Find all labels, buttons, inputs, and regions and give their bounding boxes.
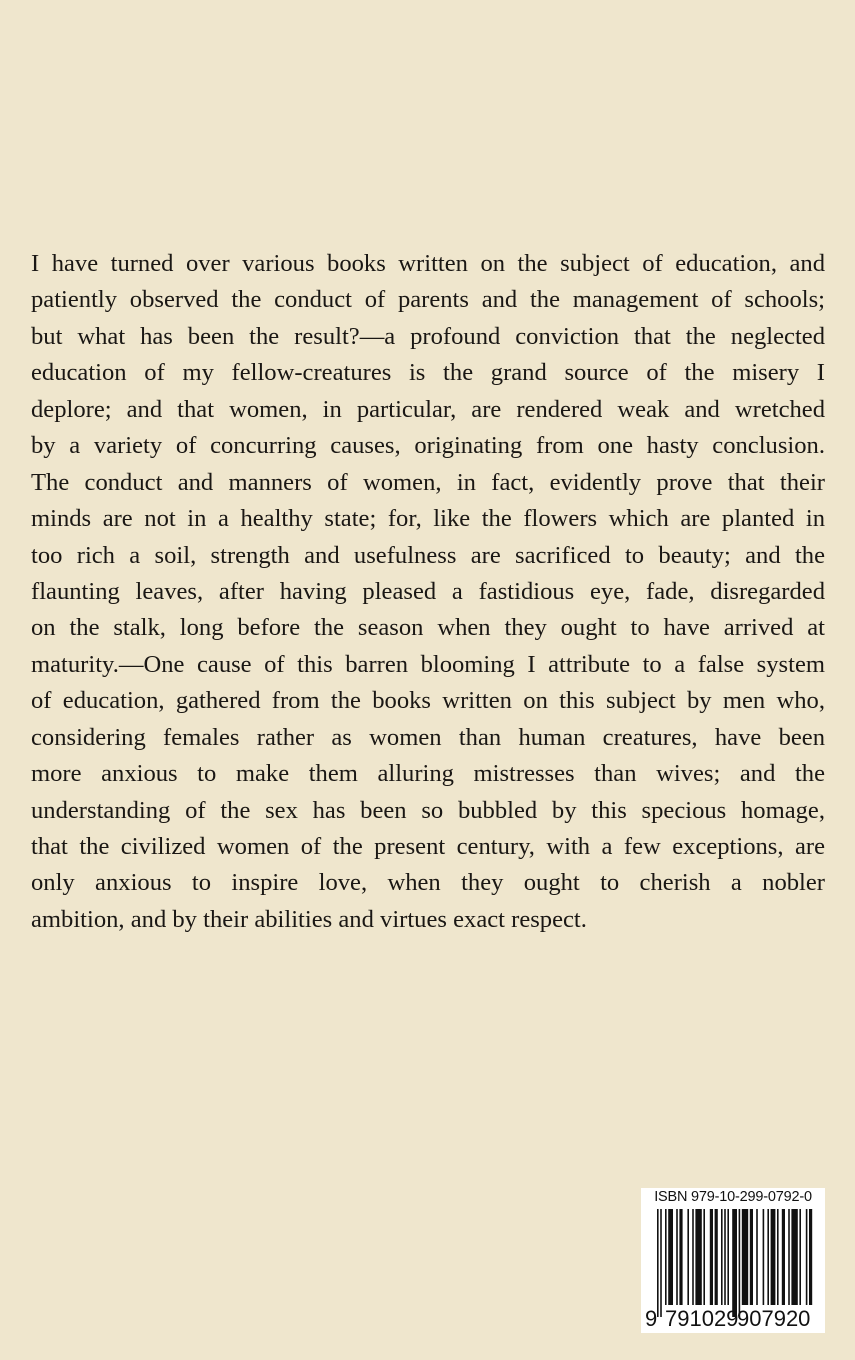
barcode-bar	[710, 1209, 713, 1305]
blurb-line: more anxious to make them alluring mistresses than wives; and the	[31, 760, 825, 788]
isbn-barcode	[641, 1188, 825, 1333]
barcode-bar	[660, 1209, 662, 1317]
barcode-digit-group-1: 791029	[665, 1306, 739, 1331]
blurb-line: that the civilized women of the present century, with a few exceptions, are	[31, 833, 825, 860]
blurb-line: understanding of the sex has been so bubbled by this specious homage,	[31, 796, 825, 824]
blurb-line: too rich a soil, strength and usefulness are sacrificed to beauty; and the	[31, 541, 825, 569]
barcode-bar	[721, 1209, 723, 1305]
barcode-bar	[715, 1209, 718, 1305]
back-cover-blurb	[31, 246, 825, 938]
barcode-bar	[724, 1209, 726, 1305]
barcode-bar	[763, 1209, 765, 1305]
barcode-bar	[687, 1209, 689, 1305]
blurb-line: but what has been the result?—a profound conviction that the neglected	[31, 322, 825, 350]
barcode-bar	[756, 1209, 758, 1305]
barcode-bar	[791, 1209, 797, 1305]
blurb-line: by a variety of concurring causes, originating from one hasty conclusion.	[31, 432, 825, 460]
barcode-bar	[732, 1209, 737, 1317]
blurb-line: on the stalk, long before the season when they ought to have arrived at	[31, 614, 825, 642]
barcode-bar	[692, 1209, 694, 1305]
barcode-bar	[703, 1209, 705, 1305]
blurb-line: The conduct and manners of women, in fact, evidently prove that their	[31, 468, 825, 496]
barcode-bar	[799, 1209, 801, 1305]
barcode-bar	[676, 1209, 678, 1305]
barcode-bar	[782, 1209, 785, 1305]
blurb-line: I have turned over various books written on the subject of education, and	[31, 250, 825, 277]
blurb-line: minds are not in a healthy state; for, like the flowers which are planted in	[31, 505, 825, 533]
barcode-bar	[767, 1209, 769, 1305]
barcode-bar	[750, 1209, 753, 1305]
barcode-bar	[788, 1209, 790, 1305]
barcode-bar	[679, 1209, 682, 1305]
blurb-line: ambition, and by their abilities and virtues exact respect.	[31, 905, 587, 933]
barcode-bar	[809, 1209, 812, 1305]
barcode-bar	[739, 1209, 741, 1317]
barcode-bar	[665, 1209, 667, 1305]
barcode-digit-group-2: 907920	[737, 1306, 811, 1331]
barcode-bar	[668, 1209, 673, 1305]
blurb-line: considering females rather as women than human creatures, have been	[31, 723, 825, 751]
barcode-bar	[771, 1209, 776, 1305]
blurb-line: patiently observed the conduct of parents and the management of schools;	[31, 286, 825, 314]
barcode-bar	[727, 1209, 729, 1305]
barcode-bar	[742, 1209, 748, 1305]
barcode-bar	[657, 1209, 659, 1317]
isbn-label: ISBN 979-10-299-0792-0	[654, 1189, 812, 1205]
blurb-line: maturity.—One cause of this barren blooming I attribute to a false system	[31, 650, 825, 678]
barcode-bar	[806, 1209, 808, 1305]
barcode-bar	[777, 1209, 779, 1305]
barcode-bar	[695, 1209, 701, 1305]
barcode-bars	[657, 1209, 813, 1321]
blurb-line: deplore; and that women, in particular, are rendered weak and wretched	[31, 395, 825, 423]
blurb-line: flaunting leaves, after having pleased a fastidious eye, fade, disregarded	[31, 577, 825, 605]
blurb-line: education of my fellow-creatures is the grand source of the misery I	[31, 359, 825, 387]
barcode-digit-lead: 9	[645, 1306, 658, 1331]
blurb-line: of education, gathered from the books written on this subject by men who,	[31, 687, 825, 715]
blurb-line: only anxious to inspire love, when they ought to cherish a nobler	[31, 869, 825, 897]
